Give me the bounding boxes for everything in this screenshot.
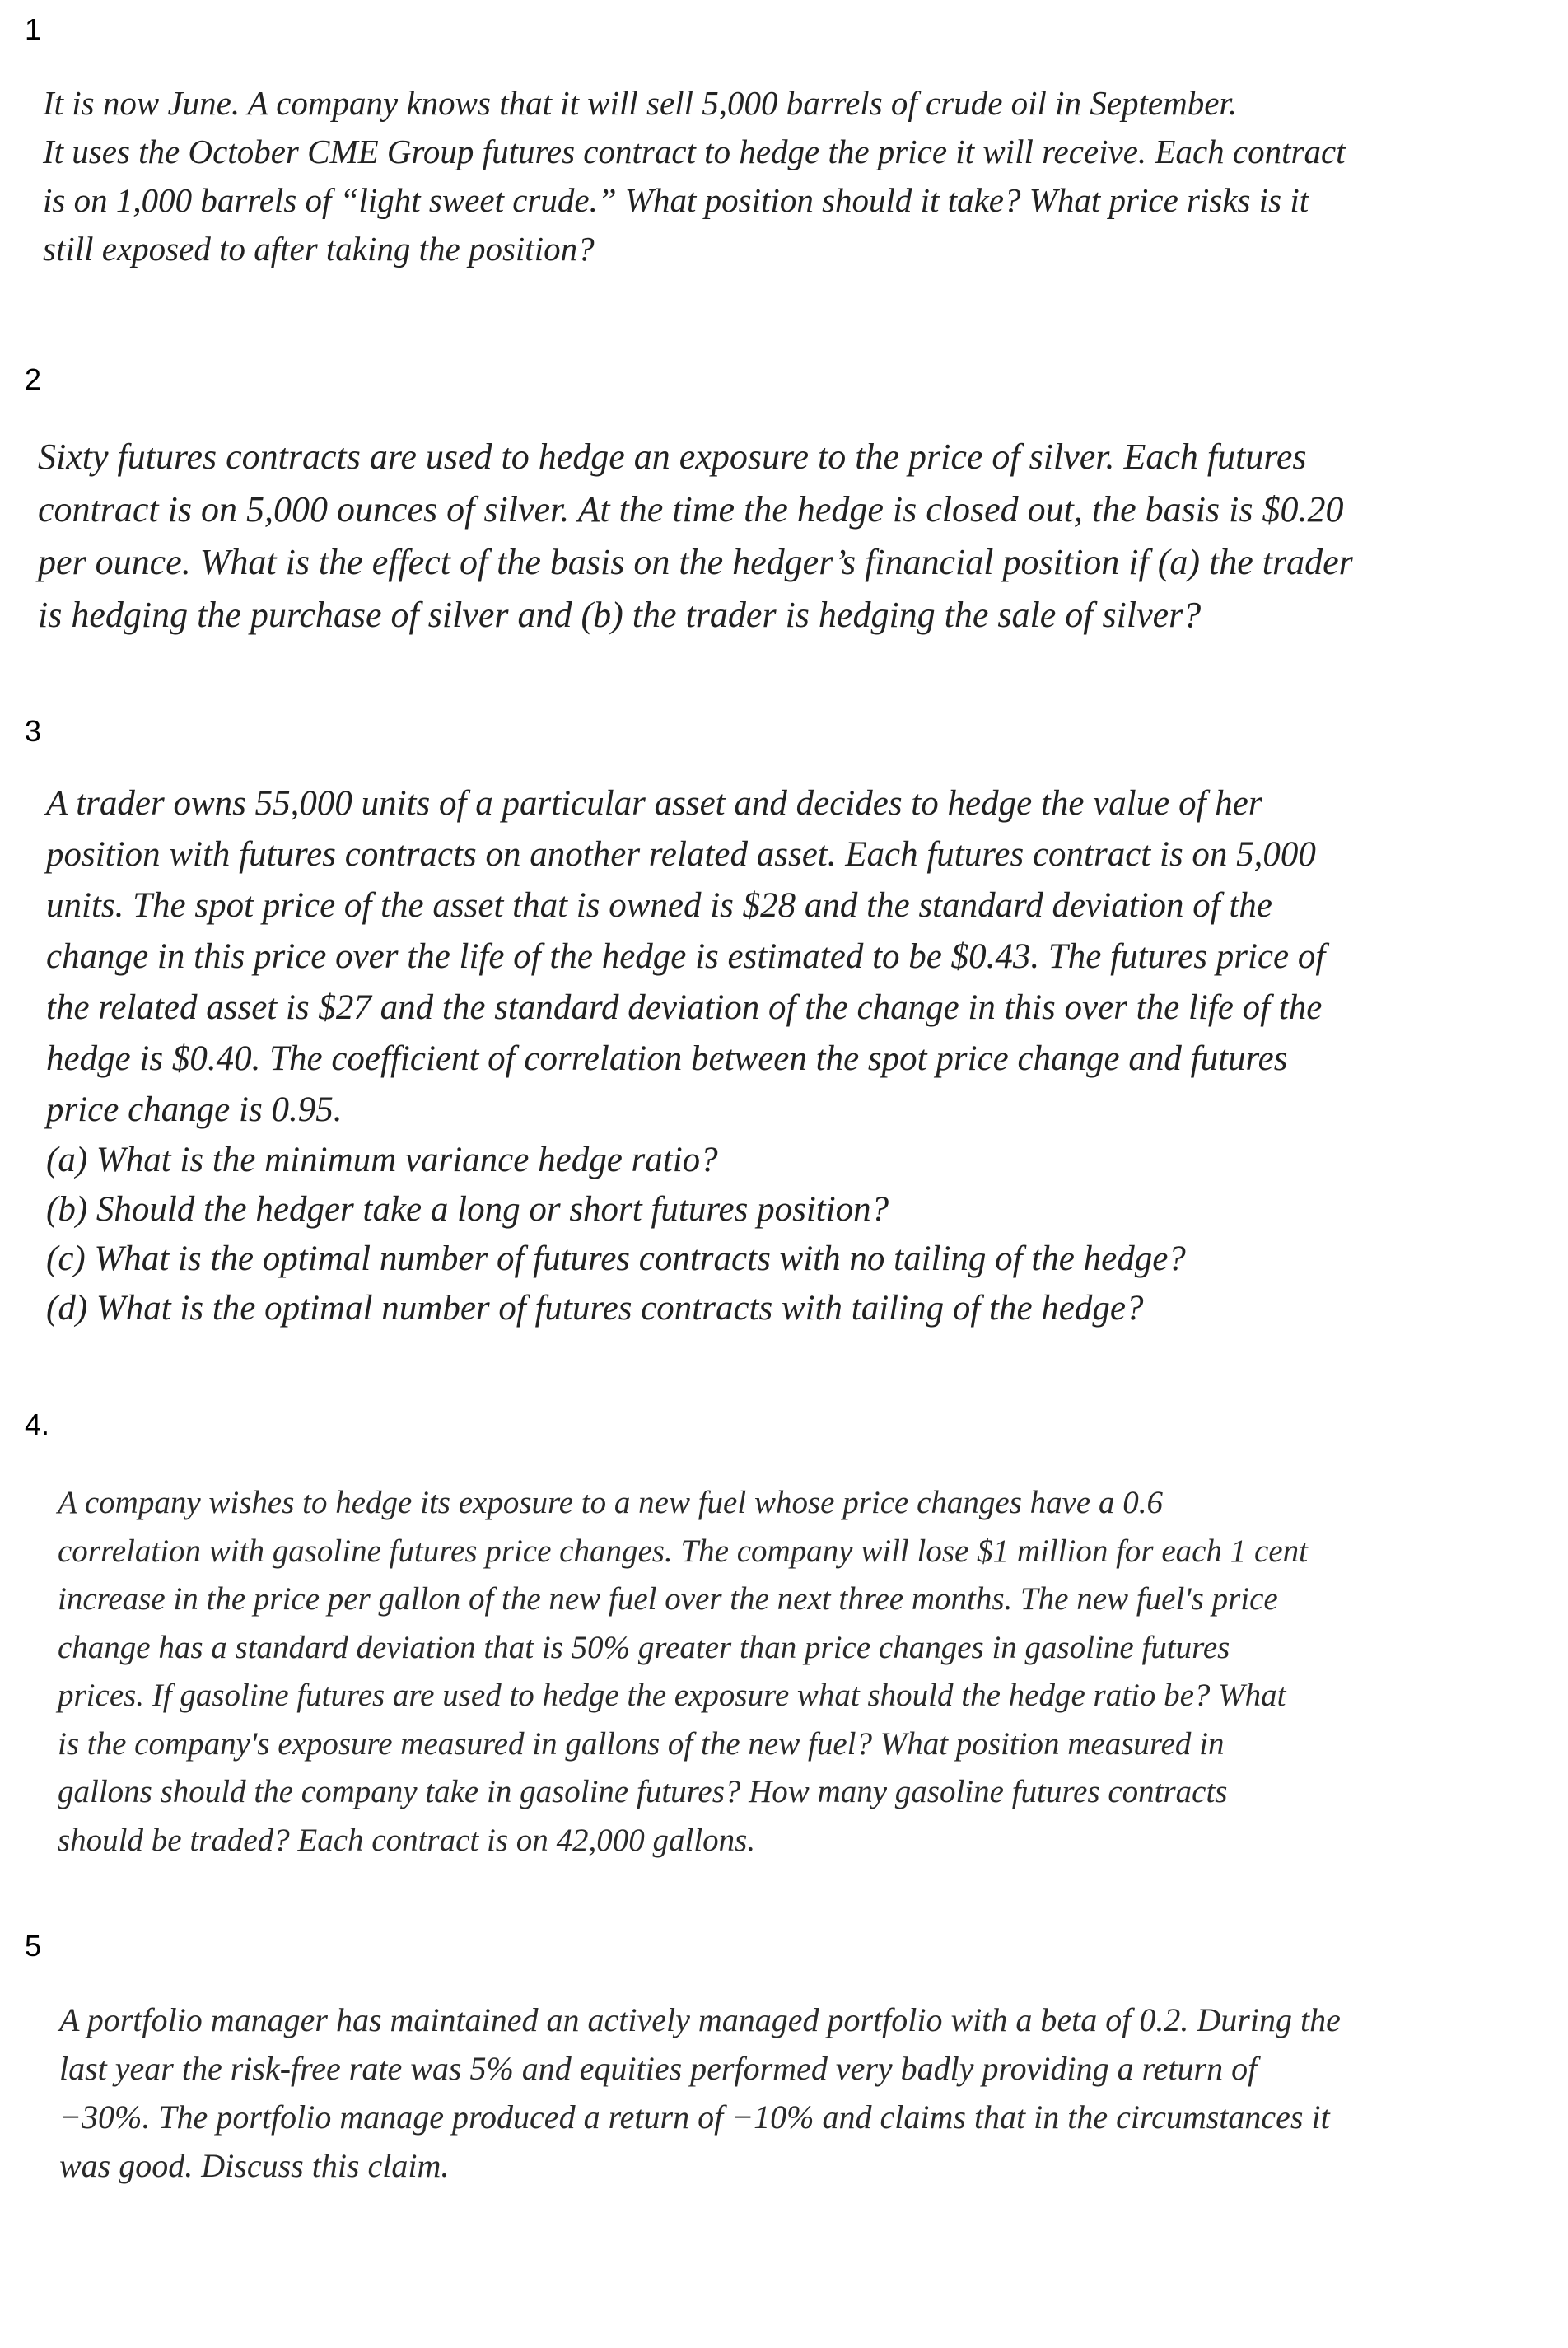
question-2-line: contract is on 5,000 ounces of silver. At the time the hedge is closed out, the basis is $0.20 — [38, 489, 1344, 530]
question-2-line: per ounce. What is the effect of the basis on the hedger’s financial position if (a) the trader — [38, 542, 1353, 582]
question-1-line: It is now June. A company knows that it will sell 5,000 barrels of crude oil in September. — [43, 84, 1238, 122]
question-3-part-a: (a) What is the minimum variance hedge ratio? — [46, 1141, 718, 1179]
question-4-line: correlation with gasoline futures price changes. The company will lose $1 million for each 1 cent — [58, 1533, 1308, 1569]
question-5-text — [59, 1996, 1341, 2190]
question-4-number: 4. — [25, 1407, 50, 1441]
question-3-line: hedge is $0.40. The coefficient of correlation between the spot price change and futures — [46, 1039, 1288, 1078]
question-5-number: 5 — [25, 1929, 42, 1963]
question-1-line: It uses the October CME Group futures contract to hedge the price it will receive. Each contract — [43, 133, 1346, 170]
question-3-text — [46, 778, 1325, 1333]
question-4-line: increase in the price per gallon of the new fuel over the next three months. The new fuel's price — [58, 1581, 1278, 1617]
question-4-line: prices. If gasoline futures are used to hedge the exposure what should the hedge ratio be? What — [58, 1678, 1286, 1713]
question-3-part-b: (b) Should the hedger take a long or short futures position? — [46, 1190, 889, 1229]
question-5-line: A portfolio manager has maintained an actively managed portfolio with a beta of 0.2. During the — [59, 2001, 1341, 2038]
question-3-line: A trader owns 55,000 units of a particular asset and decides to hedge the value of her — [46, 784, 1262, 823]
question-2-line: is hedging the purchase of silver and (b) the trader is hedging the sale of silver? — [38, 595, 1202, 635]
question-5-line: −30%. The portfolio manage produced a return of −10% and claims that in the circumstances it — [59, 2098, 1330, 2136]
question-3-line: change in this price over the life of the hedge is estimated to be $0.43. The futures price of — [46, 937, 1326, 976]
question-1-line: still exposed to after taking the position? — [43, 230, 595, 268]
question-4-line: A company wishes to hedge its exposure to a new fuel whose price changes have a 0.6 — [58, 1485, 1163, 1520]
question-5-line: was good. Discuss this claim. — [59, 2147, 450, 2184]
question-1-text — [43, 79, 1346, 273]
question-1-number: 1 — [25, 12, 42, 46]
question-3-part-c: (c) What is the optimal number of futures contracts with no tailing of the hedge? — [46, 1239, 1186, 1278]
question-5-line: last year the risk-free rate was 5% and equities performed very badly providing a return of — [59, 2050, 1258, 2087]
question-2-text — [38, 431, 1353, 642]
question-4-line: should be traded? Each contract is on 42,000 gallons. — [58, 1822, 756, 1858]
question-3-part-d: (d) What is the optimal number of futures contracts with tailing of the hedge? — [46, 1289, 1144, 1328]
question-4-text — [58, 1479, 1308, 1865]
question-3-line: units. The spot price of the asset that is owned is $28 and the standard deviation of the — [46, 886, 1273, 925]
question-2-number: 2 — [25, 362, 42, 396]
question-3-line: the related asset is $27 and the standard deviation of the change in this over the life of the — [46, 988, 1323, 1027]
question-3-number: 3 — [25, 714, 42, 748]
question-4-line: is the company's exposure measured in gallons of the new fuel? What position measured in — [58, 1725, 1225, 1762]
question-1-line: is on 1,000 barrels of “light sweet crude.” What position should it take? What price risks is it — [43, 181, 1309, 219]
question-4-line: change has a standard deviation that is 50% greater than price changes in gasoline futures — [58, 1629, 1230, 1665]
question-2-line: Sixty futures contracts are used to hedge an exposure to the price of silver. Each futures — [38, 436, 1307, 477]
question-4-line: gallons should the company take in gasoline futures? How many gasoline futures contracts — [58, 1774, 1228, 1809]
question-3-line: price change is 0.95. — [46, 1090, 343, 1129]
question-3-line: position with futures contracts on another related asset. Each futures contract is on 5,000 — [46, 835, 1316, 874]
